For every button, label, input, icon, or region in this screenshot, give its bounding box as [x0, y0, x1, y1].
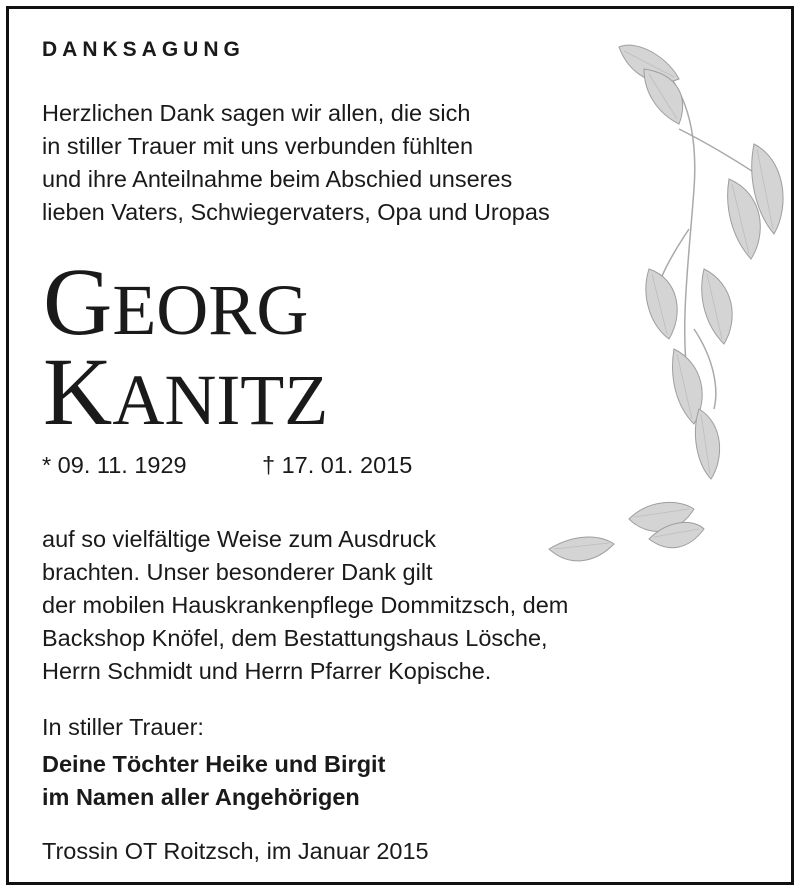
- thanks-line: Backshop Knöfel, dem Bestattungshaus Lösche,: [42, 625, 548, 651]
- intro-line: in stiller Trauer mit uns verbunden fühlten: [42, 133, 474, 159]
- intro-line: und ihre Anteilnahme beim Abschied unseres: [42, 166, 513, 192]
- notice-heading: DANKSAGUNG: [42, 38, 245, 61]
- thanks-line: Herrn Schmidt und Herrn Pfarrer Kopische.: [42, 658, 492, 684]
- intro-line: lieben Vaters, Schwiegervaters, Opa und Uropas: [42, 199, 550, 225]
- obituary-notice: [6, 6, 794, 885]
- birth-date: * 09. 11. 1929: [42, 452, 187, 478]
- life-dates: [42, 452, 413, 479]
- birch-leaves-branch-icon: [529, 29, 799, 589]
- last-name-initial: K: [43, 338, 113, 445]
- intro-line: Herzlichen Dank sagen wir allen, die sich: [42, 100, 471, 126]
- last-name-rest: ANITZ: [112, 360, 329, 440]
- thanks-line: der mobilen Hauskrankenpflege Dommitzsch, dem: [42, 592, 569, 618]
- signatory-line: Deine Töchter Heike und Birgit: [42, 751, 386, 777]
- thanks-text: [42, 523, 568, 688]
- signatories: [42, 748, 385, 814]
- first-name-initial: G: [43, 248, 113, 355]
- deceased-last-name: [43, 338, 329, 448]
- death-date: † 17. 01. 2015: [262, 452, 413, 478]
- signatory-line: im Namen aller Angehörigen: [42, 784, 360, 810]
- mourning-label: In stiller Trauer:: [42, 714, 204, 740]
- thanks-line: auf so vielfältige Weise zum Ausdruck: [42, 526, 437, 552]
- first-name-rest: EORG: [112, 270, 309, 350]
- place-and-date: Trossin OT Roitzsch, im Januar 2015: [42, 838, 429, 864]
- intro-text: [42, 97, 550, 229]
- thanks-line: brachten. Unser besonderer Dank gilt: [42, 559, 433, 585]
